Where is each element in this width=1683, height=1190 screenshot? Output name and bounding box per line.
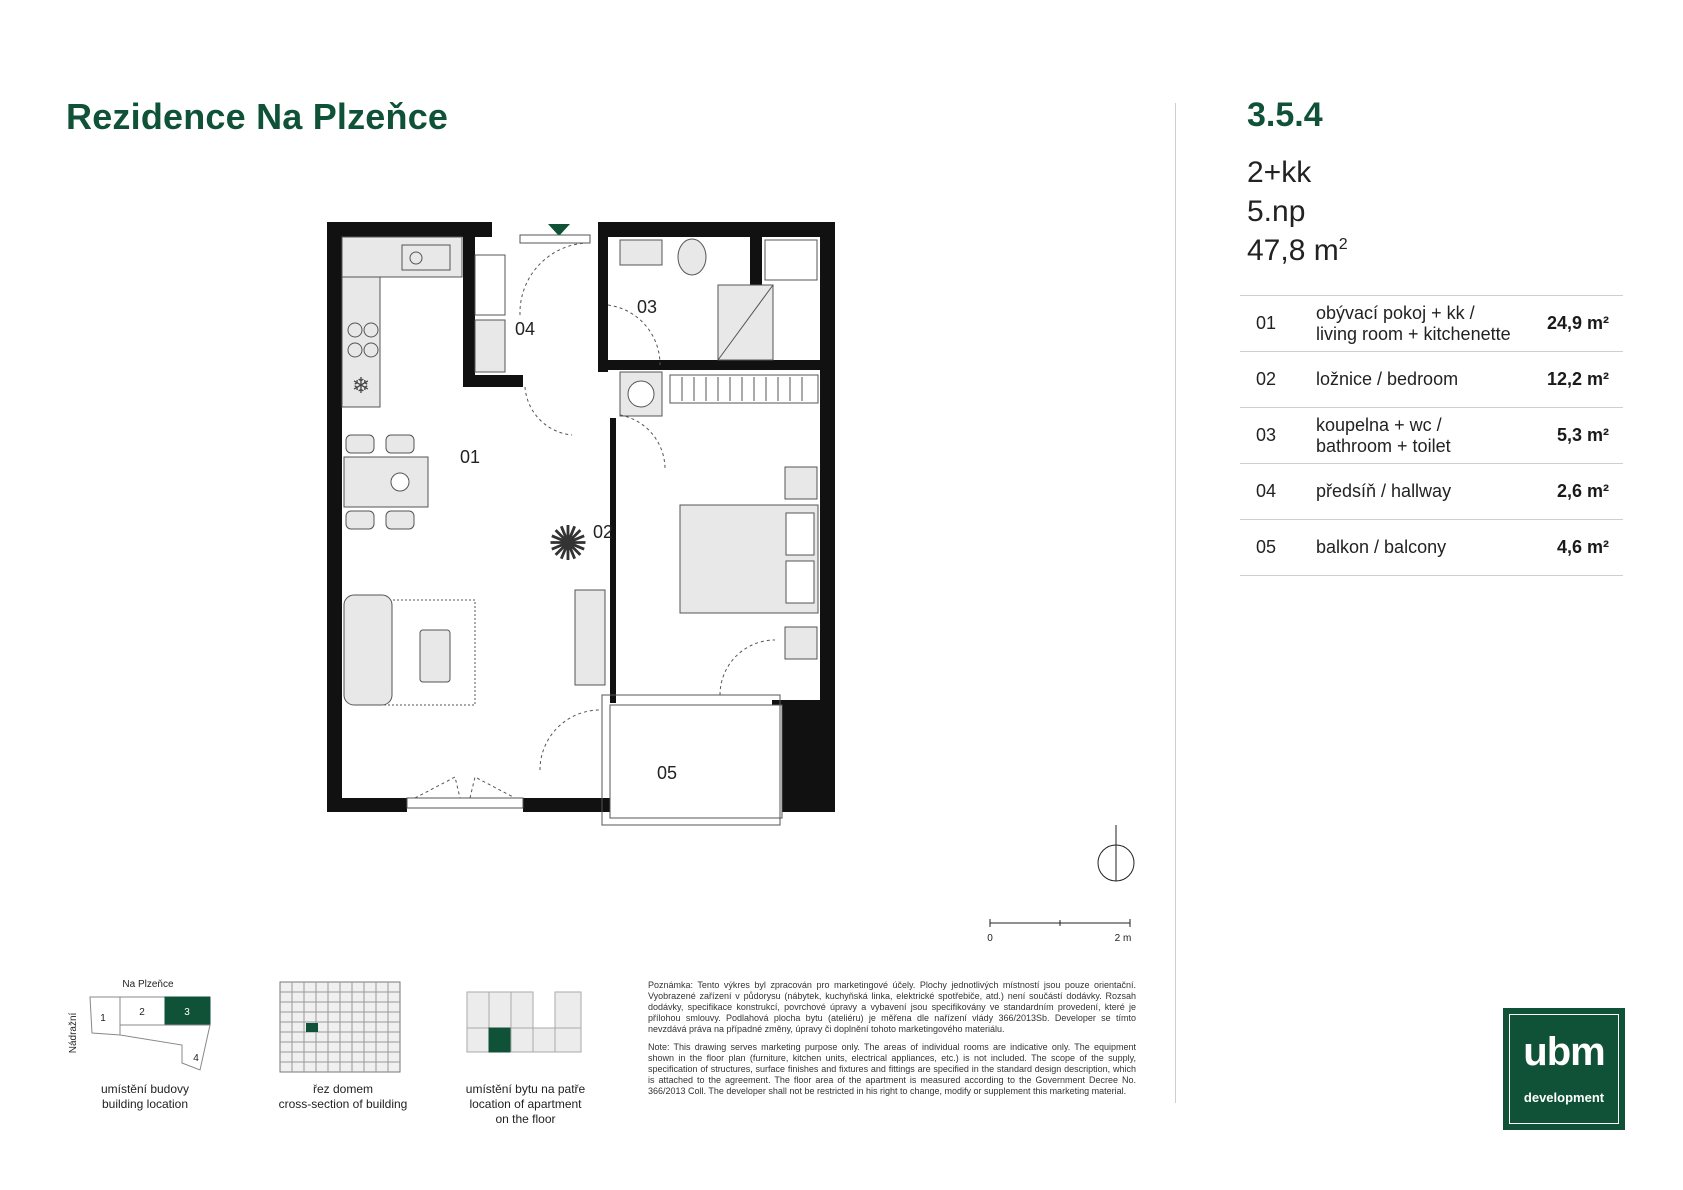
room-row [1240, 407, 1623, 463]
room-name [1316, 303, 1519, 345]
bathroom-sink-icon [620, 240, 662, 265]
scale-end: 2 m [1114, 933, 1132, 944]
unit-area-value: 47,8 m [1247, 234, 1339, 267]
room-name-cz: ložnice / bedroom [1316, 369, 1459, 389]
apartment-location-diagram [465, 988, 585, 1058]
street-left: Nádražní [68, 1012, 79, 1054]
hallway-door-swing [525, 387, 572, 435]
disclaimer-note [648, 980, 1136, 1097]
building-location-map [62, 975, 222, 1075]
unit-code: 3.5.4 [1247, 96, 1323, 134]
highlighted-floor [306, 1023, 318, 1032]
chair-icon [346, 511, 374, 529]
plate-icon [391, 473, 409, 491]
room-row [1240, 463, 1623, 519]
project-title: Rezidence Na Plzeňce [66, 96, 449, 137]
room-label-03: 03 [636, 297, 658, 317]
bedroom-wardrobe [670, 375, 818, 403]
caption-line: umístění bytu na patře [465, 1082, 586, 1096]
wall-closet-bottom [463, 375, 523, 387]
wall-closet-left [463, 237, 475, 387]
note-en: Note: This drawing serves marketing purpose only. The areas of individual rooms are indicative only. The equipment shown in the floor plan (furniture, kitchen units, electrical appliances, etc.) is not included. The scope of the supply, specification of structures, surface finishes and fixtures and fittings are specified in the standard design description, which is attached to the agreement. The floor area of the apartment is measured according to the Government Decree No. 366/2013 Coll. The developer shall not be restricted in his right to change, modify or supplement this marketing material. [648, 1042, 1136, 1096]
caption-line: location of apartment [469, 1097, 582, 1111]
cross-section-diagram [278, 978, 402, 1074]
room-name-cz: balkon / balcony [1316, 537, 1447, 557]
room-number: 04 [1256, 481, 1277, 501]
room-row [1240, 295, 1623, 351]
room-row [1240, 351, 1623, 407]
note-cz: Poznámka: Tento výkres byl zpracován pro marketingové účely. Plochy jednotlivých místností jsou pouze orientační. Vyobrazené zařízení v půdorysu (nábytek, kuchyňská linka, elektrické spotřebiče, atd.) není součástí dodávky. Rozsah dodávky, specifikace konstrukcí, povrchové úpravy a vybavení jsou specifikovány ve standardním provedení, které je přílohou smlouvy. Podlahová plocha bytu (ateliéru) je měřena dle nařízení vlády 366/2013Sb. Developer se tímto nevzdává práva na případné změny, úpravy či doplnění tohoto marketingového materiálu. [648, 980, 1136, 1034]
nightstand [785, 627, 817, 659]
pillow-icon [786, 561, 814, 603]
caption-line: on the floor [495, 1112, 556, 1126]
room-name-cz: koupelna + wc / [1316, 414, 1442, 435]
ubm-logo [1503, 1008, 1625, 1130]
room-name [1316, 415, 1519, 457]
building-1-label: 1 [100, 1013, 106, 1024]
caption-line: umístění budovy [100, 1082, 190, 1096]
logo-brand: ubm [1523, 1030, 1605, 1074]
closet-shelf [475, 255, 505, 315]
wall-top-right [598, 222, 835, 237]
building-3-label: 3 [184, 1007, 190, 1018]
unit-area-sup: 2 [1338, 236, 1348, 253]
logo-sub: development [1523, 1090, 1605, 1105]
floor-plan [320, 205, 840, 845]
north-arrow-icon [1096, 825, 1136, 885]
room-number: 01 [1256, 313, 1277, 333]
unit-layout: 2+kk [1247, 156, 1312, 189]
room-name-en: living room + kitchenette [1316, 323, 1511, 344]
toilet-icon [678, 239, 706, 275]
chair-icon [346, 435, 374, 453]
building-4-label: 4 [193, 1053, 199, 1064]
sofa [344, 595, 392, 705]
caption-building-location [70, 1082, 220, 1112]
wall-left [327, 222, 342, 812]
window [407, 798, 523, 808]
room-name-cz: předsíň / hallway [1316, 481, 1452, 501]
coffee-table [420, 630, 450, 682]
room-area: 24,9 m² [1546, 313, 1609, 333]
bedroom-balcony-door-swing [720, 640, 775, 695]
caption-apartment-location [448, 1082, 603, 1127]
dining-table [344, 457, 428, 507]
living-balcony-door-swing [540, 710, 600, 770]
entrance-marker-icon [548, 224, 570, 236]
chair-icon [386, 435, 414, 453]
room-row [1240, 519, 1623, 576]
street-top: Na Plzeňce [122, 979, 174, 990]
window-swing [415, 777, 515, 798]
room-number: 02 [1256, 369, 1277, 389]
wall-bottom-mid [523, 798, 623, 812]
wall-bottom-left [327, 798, 407, 812]
caption-line: cross-section of building [278, 1097, 408, 1111]
room-area: 2,6 m² [1556, 481, 1609, 501]
room-name-en: bathroom + toilet [1316, 435, 1451, 456]
entrance-door-frame [520, 235, 590, 243]
fridge-icon: ❄ [351, 373, 371, 398]
room-area: 5,3 m² [1556, 425, 1609, 445]
vertical-divider [1175, 103, 1176, 1103]
room-label-02: 02 [592, 522, 614, 542]
bath-shelf [765, 240, 817, 280]
closet-rack [475, 320, 505, 372]
nightstand [785, 467, 817, 499]
room-table [1240, 295, 1623, 576]
washer-drum-icon [628, 381, 654, 407]
room-label-01: 01 [459, 447, 481, 467]
room-label-04: 04 [514, 319, 536, 339]
plant-icon: ✺ [547, 518, 589, 571]
pillow-icon [786, 513, 814, 555]
caption-line: building location [101, 1097, 189, 1111]
highlighted-apartment [489, 1028, 511, 1052]
wall-bath-bottom [608, 360, 820, 370]
living-cabinet [575, 590, 605, 685]
room-number: 05 [1256, 537, 1277, 557]
room-area: 4,6 m² [1556, 537, 1609, 557]
room-name [1316, 481, 1519, 502]
scale-start: 0 [987, 933, 993, 944]
wall-bath-left [598, 222, 608, 372]
building-2-label: 2 [139, 1007, 145, 1018]
room-label-05: 05 [656, 763, 678, 783]
room-name [1316, 369, 1519, 390]
balcony [610, 705, 782, 818]
bedroom-door-swing [620, 415, 665, 470]
chair-icon [386, 511, 414, 529]
caption-line: řez domem [312, 1082, 374, 1096]
unit-area [1247, 234, 1348, 268]
wall-top-left [327, 222, 492, 237]
room-name [1316, 537, 1519, 558]
caption-cross-section [268, 1082, 418, 1112]
entrance-door-swing [520, 243, 586, 315]
room-number: 03 [1256, 425, 1277, 445]
wall-bedroom-left [610, 418, 616, 703]
room-area: 12,2 m² [1546, 369, 1609, 389]
room-name-cz: obývací pokoj + kk / [1316, 302, 1475, 323]
scale-bar [985, 915, 1135, 945]
unit-floor: 5.np [1247, 195, 1306, 228]
